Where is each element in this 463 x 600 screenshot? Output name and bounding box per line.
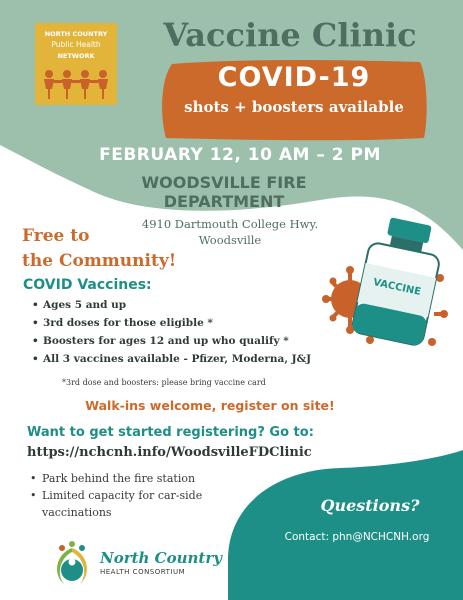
logo-line-2: Public Health	[51, 40, 101, 49]
logistics-list	[30, 470, 260, 521]
logo-line-3: NETWORK	[57, 52, 95, 60]
list-item: • Ages 5 and up	[32, 296, 362, 314]
contact-email[interactable]: Contact: phn@NCHCNH.org	[284, 531, 430, 543]
bullet-icon: •	[32, 317, 39, 329]
public-health-network-logo	[35, 23, 117, 105]
vaccines-heading: COVID Vaccines:	[23, 277, 152, 293]
bullet-icon: •	[32, 299, 39, 311]
shots-subline: shots + boosters available	[184, 98, 404, 116]
registration-link[interactable]: https://nchcnh.info/WoodsvilleFDClinic	[27, 445, 312, 460]
walkins-message: Walk-ins welcome, register on site!	[85, 398, 335, 413]
questions-heading: Questions?	[320, 496, 420, 515]
registration-prompt: Want to get started registering? Go to:	[27, 425, 314, 440]
bullet-icon: •	[32, 335, 39, 347]
list-item: • All 3 vaccines available - Pfizer, Moderna, J&J	[32, 350, 362, 368]
bullet-icon: •	[32, 353, 39, 365]
page-title: Vaccine Clinic	[163, 16, 417, 54]
list-item: • Park behind the fire station	[30, 472, 196, 485]
vaccines-list	[32, 296, 362, 368]
bullet-icon: •	[30, 472, 37, 485]
event-datetime: FEBRUARY 12, 10 AM – 2 PM	[99, 145, 381, 165]
list-item: • 3rd doses for those eligible *	[32, 314, 362, 332]
bullet-icon: •	[30, 489, 37, 502]
consortium-name: North Country	[100, 549, 222, 567]
vaccine-footnote: *3rd dose and boosters: please bring vaccine card	[62, 378, 266, 387]
logo-line-1: NORTH COUNTRY	[44, 30, 108, 38]
list-item: • Boosters for ages 12 and up who qualify *	[32, 332, 362, 350]
event-venue: WOODSVILLE FIRE DEPARTMENT	[141, 173, 307, 211]
list-item: • Limited capacity for car-side vaccinations	[30, 489, 203, 519]
covid-headline: COVID-19	[217, 62, 371, 93]
address-line-1: 4910 Dartmouth College Hwy.	[141, 217, 319, 231]
free-heading	[22, 224, 222, 274]
free-heading-line-2: the Community!	[22, 251, 177, 271]
free-heading-line-1: Free to	[22, 226, 90, 246]
address-line-2: Woodsville	[198, 233, 262, 247]
health-consortium-logo-icon	[50, 540, 94, 588]
consortium-subtitle: HEALTH CONSORTIUM	[100, 568, 186, 576]
vial-label: VACCINE	[372, 277, 422, 298]
people-icon	[40, 69, 112, 101]
